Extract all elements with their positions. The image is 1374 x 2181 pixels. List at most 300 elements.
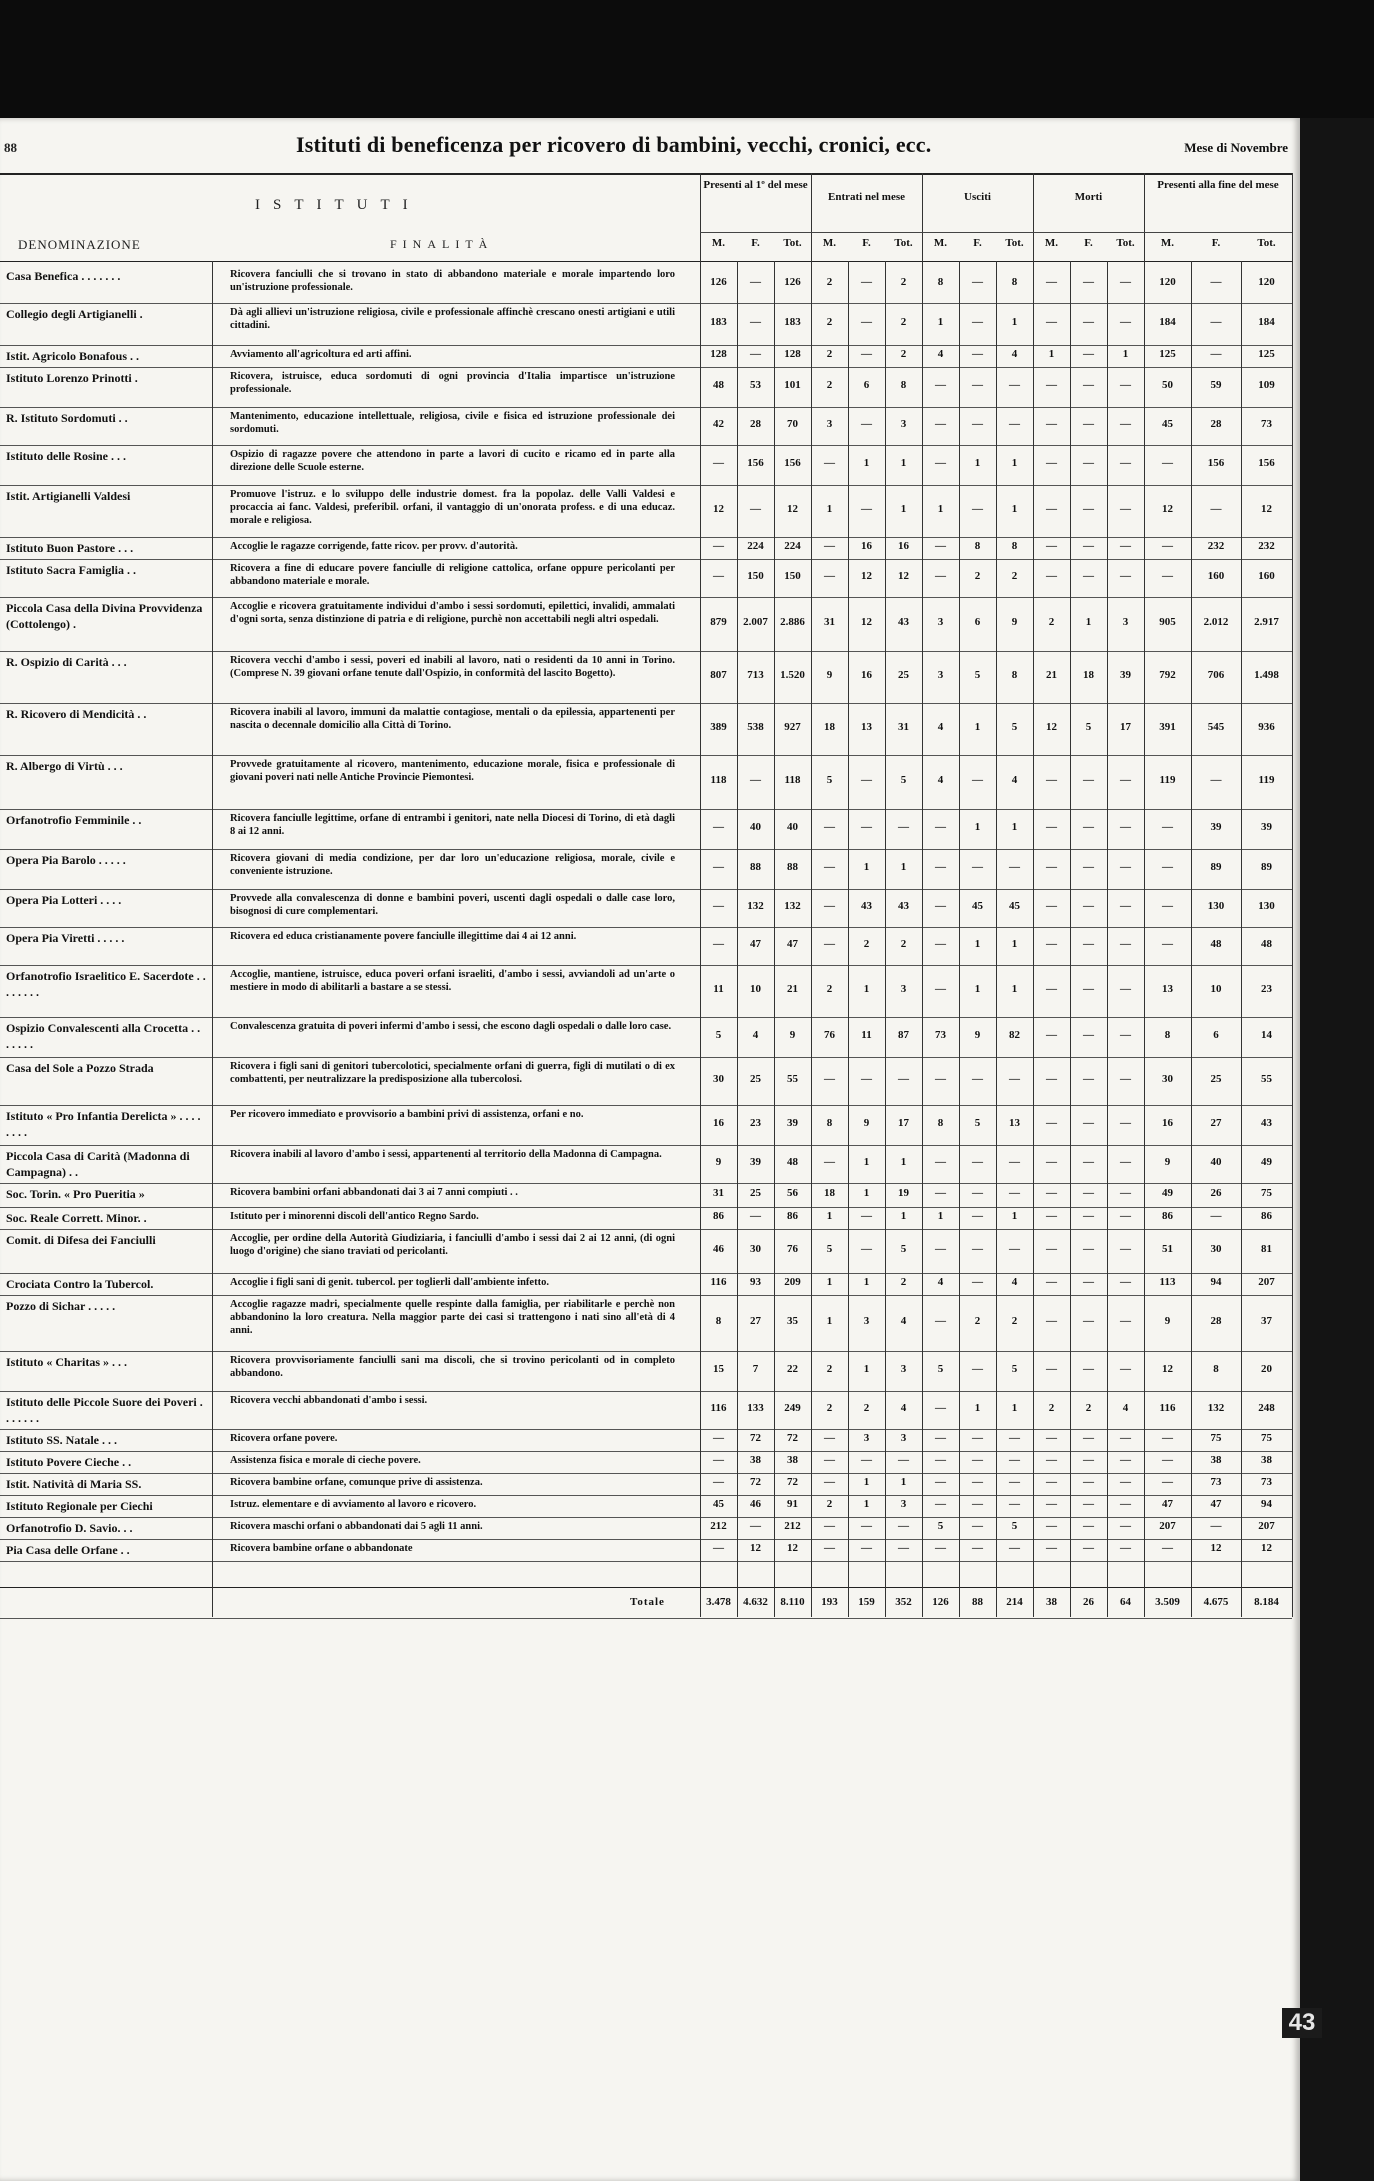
count-cell: 12: [1162, 1363, 1173, 1375]
count-cell: 12: [1046, 721, 1057, 733]
institution-name: Opera Pia Lotteri . . . .: [6, 893, 122, 907]
count-cell: —: [713, 938, 724, 950]
count-cell: 4: [900, 1402, 907, 1414]
count-cell: —: [1046, 418, 1057, 430]
finalita-heading: FINALITÀ: [390, 237, 494, 251]
count-cell: 53: [750, 379, 761, 391]
count-cell: 8: [1011, 540, 1018, 552]
count-cell: 9: [789, 1029, 796, 1041]
count-cell: —: [1083, 1187, 1094, 1199]
count-cell: —: [1120, 1073, 1131, 1085]
count-cell: 38: [1210, 1454, 1222, 1466]
count-cell: —: [1046, 1454, 1057, 1466]
header-grid-line: [1144, 173, 1145, 261]
count-cell: —: [713, 1432, 724, 1444]
table-row: [0, 651, 1292, 704]
count-cell: —: [1046, 1498, 1057, 1510]
count-cell: —: [1046, 1520, 1057, 1532]
count-cell: 133: [747, 1402, 764, 1414]
count-cell: —: [1046, 1542, 1057, 1554]
count-cell: —: [1009, 1187, 1020, 1199]
institution-purpose: Provvede gratuitamente al ricovero, mantenimento, educazione morale, fisica e professionale di giovani poveri nati nelle Antiche Provincie Piemontesi.: [230, 759, 675, 783]
count-cell: 212: [784, 1520, 801, 1532]
institution-purpose: Ricovera i figli sani di genitori tubercolotici, specialmente orfani di guerra, figli di mutilati o di ex combattenti, per neutralizzare la predisposizione alla tubercolosi.: [230, 1061, 675, 1085]
count-cell: 45: [1009, 900, 1020, 912]
count-cell: —: [972, 1498, 983, 1510]
count-cell: 16: [861, 669, 872, 681]
count-cell: —: [935, 1315, 946, 1327]
count-cell: —: [972, 1187, 983, 1199]
count-cell: —: [1083, 1542, 1094, 1554]
count-cell: 31: [898, 721, 909, 733]
count-cell: 5: [826, 774, 833, 786]
count-cell: —: [898, 1520, 909, 1532]
count-cell: 1: [1011, 938, 1018, 950]
count-cell: 126: [784, 276, 801, 288]
count-cell: —: [1083, 348, 1094, 360]
count-cell: 1: [1122, 348, 1129, 360]
count-cell: 160: [1258, 570, 1275, 582]
count-cell: 14: [1261, 1029, 1272, 1041]
count-cell: 2: [974, 1315, 981, 1327]
institution-purpose: Avviamento all'agricoltura ed arti affini.: [230, 349, 412, 360]
table-row: [0, 303, 1292, 346]
count-cell: —: [972, 1476, 983, 1488]
count-cell: —: [1083, 983, 1094, 995]
count-cell: 40: [1210, 1156, 1222, 1168]
count-cell: —: [1210, 503, 1222, 515]
group-presenti-inizio: Presenti al 1º del mese: [703, 179, 808, 191]
count-cell: 184: [1159, 316, 1176, 328]
count-cell: —: [1009, 418, 1020, 430]
count-cell: 5: [1085, 721, 1092, 733]
table-row: [0, 597, 1292, 652]
count-cell: —: [1162, 900, 1173, 912]
count-cell: 120: [1258, 276, 1275, 288]
count-cell: 9: [826, 669, 833, 681]
count-cell: 1: [826, 1315, 833, 1327]
count-cell: —: [713, 900, 724, 912]
count-cell: —: [972, 348, 983, 360]
count-cell: 116: [710, 1402, 727, 1414]
count-cell: 1: [900, 1210, 907, 1222]
count-cell: —: [935, 1454, 946, 1466]
institution-purpose: Ricovera fanciulli che si trovano in stato di abbandono materiale e morale impartendo loro un'istruzione professionale.: [230, 269, 675, 293]
count-cell: —: [1083, 1210, 1094, 1222]
count-cell: 27: [1210, 1117, 1222, 1129]
count-cell: 1: [900, 1476, 907, 1488]
total-cell: 3.509: [1155, 1596, 1180, 1608]
count-cell: 12: [861, 616, 872, 628]
count-cell: —: [824, 1454, 835, 1466]
count-cell: 5: [937, 1363, 944, 1375]
count-cell: —: [824, 540, 835, 552]
count-cell: 8: [826, 1117, 833, 1129]
count-cell: —: [898, 1073, 909, 1085]
grid-line: [848, 261, 849, 1617]
count-cell: 23: [1261, 983, 1272, 995]
count-cell: —: [1046, 1476, 1057, 1488]
count-cell: 2: [900, 1276, 907, 1288]
count-cell: —: [861, 316, 872, 328]
count-cell: 1.520: [780, 669, 805, 681]
count-cell: —: [935, 1402, 946, 1414]
count-cell: 3: [900, 418, 907, 430]
count-cell: 207: [1258, 1520, 1275, 1532]
institution-name: Istituto SS. Natale . . .: [6, 1433, 118, 1447]
institution-purpose: Ricovera, istruisce, educa sordomuti di ogni provincia d'Italia impartisce un'istruzione professionale.: [230, 371, 675, 395]
institution-name: Pia Casa delle Orfane . .: [6, 1543, 130, 1557]
total-cell: 8.184: [1254, 1596, 1279, 1608]
count-cell: 73: [1261, 418, 1272, 430]
institution-name: Soc. Torin. « Pro Pueritia »: [6, 1187, 145, 1201]
count-cell: 11: [861, 1029, 872, 1041]
count-cell: 232: [1258, 540, 1275, 552]
count-cell: —: [1083, 1476, 1094, 1488]
count-cell: 30: [1210, 1243, 1222, 1255]
count-cell: —: [1046, 821, 1057, 833]
total-cell: 159: [858, 1596, 875, 1608]
header-grid-line: [1033, 173, 1034, 261]
table-row: [0, 889, 1292, 928]
count-cell: 132: [1207, 1402, 1225, 1414]
count-cell: —: [824, 1156, 835, 1168]
page-header: [0, 128, 1300, 164]
count-cell: —: [972, 418, 983, 430]
count-cell: 1: [826, 503, 833, 515]
count-cell: —: [713, 540, 724, 552]
count-cell: 16: [1162, 1117, 1173, 1129]
count-cell: 2: [900, 938, 907, 950]
count-cell: 46: [713, 1243, 724, 1255]
page-number: 88: [4, 140, 17, 155]
count-cell: 7: [752, 1363, 759, 1375]
count-cell: —: [1162, 938, 1173, 950]
count-cell: —: [861, 774, 872, 786]
count-cell: —: [1083, 1156, 1094, 1168]
count-cell: —: [1120, 1276, 1131, 1288]
grid-line: [959, 261, 960, 1617]
institution-purpose: Promuove l'istruz. e lo sviluppo delle industrie domest. fra la popolaz. delle Valli Valdesi e procaccia ai fanc. Valdesi, preferibil. orfani, il vantaggio di un'onorata profess. e di una educaz. morale e religiosa.: [230, 489, 675, 526]
subheading-3-3: Tot.: [1005, 237, 1024, 249]
count-cell: 1: [863, 1476, 870, 1488]
count-cell: 1: [1011, 503, 1018, 515]
istituti-heading: ISTITUTI: [255, 197, 421, 213]
count-cell: 81: [1261, 1243, 1272, 1255]
count-cell: 232: [1207, 540, 1225, 552]
count-cell: —: [1120, 821, 1131, 833]
count-cell: 22: [787, 1363, 798, 1375]
count-cell: —: [1083, 1498, 1094, 1510]
subheading-4-3: Tot.: [1116, 237, 1135, 249]
count-cell: 2: [863, 1402, 870, 1414]
table-row: [0, 559, 1292, 598]
grid-line: [1191, 261, 1192, 1617]
count-cell: —: [898, 821, 909, 833]
count-cell: 150: [784, 570, 801, 582]
count-cell: —: [824, 900, 835, 912]
table-row: [0, 537, 1292, 560]
count-cell: 12: [787, 503, 798, 515]
count-cell: 249: [784, 1402, 801, 1414]
subheading-3-1: M.: [933, 237, 948, 249]
count-cell: 3: [826, 418, 833, 430]
subheading-5-2: F.: [1211, 237, 1221, 249]
count-cell: 42: [713, 418, 724, 430]
count-cell: 2: [1048, 1402, 1055, 1414]
count-cell: 12: [1261, 503, 1272, 515]
count-cell: 89: [1261, 861, 1272, 873]
count-cell: 31: [713, 1187, 724, 1199]
count-cell: 8: [1164, 1029, 1171, 1041]
count-cell: —: [972, 503, 983, 515]
table-row: [0, 1273, 1292, 1296]
count-cell: 5: [937, 1520, 944, 1532]
count-cell: —: [750, 1520, 761, 1532]
count-cell: —: [972, 774, 983, 786]
count-cell: 1.498: [1254, 669, 1279, 681]
count-cell: —: [935, 900, 946, 912]
table-row: [0, 445, 1292, 486]
count-cell: 1: [937, 316, 944, 328]
institution-purpose: Istruz. elementare e di avviamento al lavoro e ricovero.: [230, 1499, 477, 1510]
count-cell: —: [1162, 570, 1173, 582]
count-cell: —: [1162, 1542, 1173, 1554]
count-cell: —: [1120, 1117, 1131, 1129]
count-cell: 15: [713, 1363, 724, 1375]
institution-name: Piccola Casa di Carità (Madonna di Campagna) . .: [6, 1149, 190, 1179]
count-cell: 209: [784, 1276, 801, 1288]
subheading-3-2: F.: [973, 237, 982, 249]
count-cell: —: [972, 1073, 983, 1085]
scan-edge: [1300, 118, 1374, 2181]
institution-name: R. Ospizio di Carità . . .: [6, 655, 127, 669]
count-cell: 713: [747, 669, 764, 681]
count-cell: 10: [1210, 983, 1222, 995]
table-row: [0, 485, 1292, 538]
count-cell: —: [1210, 1520, 1222, 1532]
institution-purpose: Ricovera inabili al lavoro d'ambo i sessi, appartenenti al territorio della Madonna di Campagna.: [230, 1149, 662, 1160]
total-cell: 26: [1083, 1596, 1094, 1608]
count-cell: 76: [824, 1029, 835, 1041]
count-cell: —: [861, 1520, 872, 1532]
institution-name: Crociata Contro la Tubercol.: [6, 1277, 154, 1291]
count-cell: —: [1046, 379, 1057, 391]
count-cell: 28: [750, 418, 761, 430]
grid-line: [1070, 261, 1071, 1617]
count-cell: —: [935, 379, 946, 391]
count-cell: 2: [1085, 1402, 1092, 1414]
count-cell: —: [824, 457, 835, 469]
count-cell: 39: [750, 1156, 761, 1168]
count-cell: 93: [750, 1276, 761, 1288]
count-cell: 72: [750, 1476, 761, 1488]
institution-purpose: Mantenimento, educazione intellettuale, religiosa, civile e fisica ed istruzione professionale dei sordomuti.: [230, 411, 675, 435]
count-cell: —: [824, 821, 835, 833]
table-row: [0, 265, 1292, 304]
count-cell: —: [1009, 1243, 1020, 1255]
count-cell: —: [1120, 1432, 1131, 1444]
table-row: [0, 755, 1292, 810]
count-cell: —: [1083, 316, 1094, 328]
count-cell: 9: [974, 1029, 981, 1041]
count-cell: —: [935, 938, 946, 950]
count-cell: 4: [1011, 348, 1018, 360]
count-cell: 150: [747, 570, 764, 582]
count-cell: 207: [1159, 1520, 1176, 1532]
count-cell: 128: [710, 348, 727, 360]
institution-name: Pozzo di Sichar . . . . .: [6, 1299, 116, 1313]
count-cell: 72: [787, 1432, 798, 1444]
institution-name: R. Ricovero di Mendicità . .: [6, 707, 147, 721]
count-cell: —: [1083, 276, 1094, 288]
count-cell: —: [1009, 1498, 1020, 1510]
table-row: [0, 1183, 1292, 1208]
count-cell: —: [750, 316, 761, 328]
count-cell: 38: [787, 1454, 798, 1466]
count-cell: 25: [750, 1073, 761, 1085]
count-cell: 48: [1210, 938, 1222, 950]
institution-name: Comit. di Difesa dei Fanciulli: [6, 1233, 156, 1247]
count-cell: 13: [861, 721, 872, 733]
count-cell: 18: [824, 721, 835, 733]
count-cell: —: [750, 503, 761, 515]
count-cell: 73: [1261, 1476, 1272, 1488]
count-cell: —: [861, 1542, 872, 1554]
institution-name: Casa Benefica . . . . . . .: [6, 269, 121, 283]
count-cell: —: [824, 938, 835, 950]
count-cell: —: [1210, 774, 1222, 786]
count-cell: 12: [1261, 1542, 1272, 1554]
count-cell: —: [824, 1432, 835, 1444]
count-cell: 3: [900, 1363, 907, 1375]
count-cell: —: [1162, 1454, 1173, 1466]
count-cell: —: [861, 1073, 872, 1085]
count-cell: —: [935, 1542, 946, 1554]
count-cell: 70: [787, 418, 798, 430]
count-cell: —: [972, 1210, 983, 1222]
count-cell: —: [861, 276, 872, 288]
count-cell: 4: [937, 348, 944, 360]
count-cell: 43: [1261, 1117, 1272, 1129]
count-cell: 1: [974, 983, 981, 995]
count-cell: 5: [1011, 1520, 1018, 1532]
header-grid-line: [1292, 173, 1293, 261]
count-cell: 20: [1261, 1363, 1272, 1375]
count-cell: —: [861, 348, 872, 360]
institution-purpose: Dà agli allievi un'istruzione religiosa, civile e professionale affinchè crescano onesti artigiani e utili cittadini.: [230, 307, 675, 331]
count-cell: —: [935, 983, 946, 995]
count-cell: 43: [898, 900, 909, 912]
count-cell: 18: [1083, 669, 1094, 681]
count-cell: 10: [750, 983, 761, 995]
count-cell: 4: [752, 1029, 759, 1041]
count-cell: —: [1083, 503, 1094, 515]
count-cell: —: [1083, 1432, 1094, 1444]
count-cell: —: [1083, 1243, 1094, 1255]
count-cell: —: [750, 276, 761, 288]
denominazione-heading: DENOMINAZIONE: [18, 237, 141, 252]
subheading-2-1: M.: [822, 237, 837, 249]
count-cell: 91: [787, 1498, 798, 1510]
institution-name: Piccola Casa della Divina Provvidenza (Cottolengo) .: [6, 601, 203, 631]
count-cell: —: [935, 418, 946, 430]
count-cell: 21: [1046, 669, 1057, 681]
institution-purpose: Accoglie e ricovera gratuitamente individui d'ambo i sessi sordomuti, epilettici, invalidi, ammalati d'ogni sorta, senza distinzione di patria e di religione, purchè non accettabili negli altri ospedali.: [230, 601, 675, 625]
count-cell: 156: [747, 457, 764, 469]
count-cell: 11: [713, 983, 724, 995]
count-cell: —: [1046, 1187, 1057, 1199]
count-cell: 2: [900, 276, 907, 288]
count-cell: 545: [1207, 721, 1225, 733]
count-cell: 113: [1159, 1276, 1176, 1288]
count-cell: 55: [787, 1073, 798, 1085]
count-cell: 45: [713, 1498, 724, 1510]
count-cell: 905: [1159, 616, 1176, 628]
count-cell: —: [1120, 1498, 1131, 1510]
count-cell: 40: [787, 821, 798, 833]
count-cell: —: [1009, 1454, 1020, 1466]
count-cell: 125: [1258, 348, 1275, 360]
count-cell: 73: [1210, 1476, 1222, 1488]
count-cell: 8: [1011, 669, 1018, 681]
group-morti: Morti: [1074, 191, 1103, 203]
count-cell: 2.007: [743, 616, 768, 628]
subheading-4-1: M.: [1044, 237, 1059, 249]
institution-purpose: Ricovera giovani di media condizione, per dar loro un'educazione religiosa, morale, civile e conveniente istruzione.: [230, 853, 675, 877]
count-cell: —: [1162, 1476, 1173, 1488]
count-cell: —: [861, 1243, 872, 1255]
count-cell: 1: [974, 721, 981, 733]
count-cell: 116: [1159, 1402, 1176, 1414]
header-grid-line: [811, 173, 812, 261]
total-cell: 352: [895, 1596, 912, 1608]
table-row: [0, 1207, 1292, 1230]
table-row: [0, 367, 1292, 408]
count-cell: —: [1120, 1363, 1131, 1375]
count-cell: 2: [826, 983, 833, 995]
count-cell: 792: [1159, 669, 1176, 681]
institution-name: R. Istituto Sordomuti . .: [6, 411, 128, 425]
count-cell: 109: [1258, 379, 1275, 391]
count-cell: —: [1120, 379, 1131, 391]
count-cell: —: [935, 1073, 946, 1085]
count-cell: 2.012: [1203, 616, 1229, 628]
count-cell: 47: [1210, 1498, 1222, 1510]
header-grid-line: [922, 173, 923, 261]
count-cell: 59: [1210, 379, 1222, 391]
count-cell: —: [713, 1542, 724, 1554]
count-cell: —: [824, 570, 835, 582]
count-cell: —: [713, 570, 724, 582]
count-cell: 31: [824, 616, 835, 628]
count-cell: 12: [861, 570, 872, 582]
count-cell: 8: [974, 540, 981, 552]
count-cell: —: [1120, 983, 1131, 995]
count-cell: 12: [1210, 1542, 1222, 1554]
count-cell: 1: [900, 503, 907, 515]
count-cell: 40: [750, 821, 761, 833]
count-cell: —: [1120, 418, 1131, 430]
count-cell: —: [824, 1520, 835, 1532]
count-cell: —: [1009, 861, 1020, 873]
count-cell: 12: [750, 1542, 761, 1554]
total-cell: 3.478: [706, 1596, 731, 1608]
count-cell: 1: [937, 503, 944, 515]
count-cell: 1: [1011, 821, 1018, 833]
total-cell: 64: [1120, 1596, 1131, 1608]
count-cell: 1: [863, 1363, 870, 1375]
